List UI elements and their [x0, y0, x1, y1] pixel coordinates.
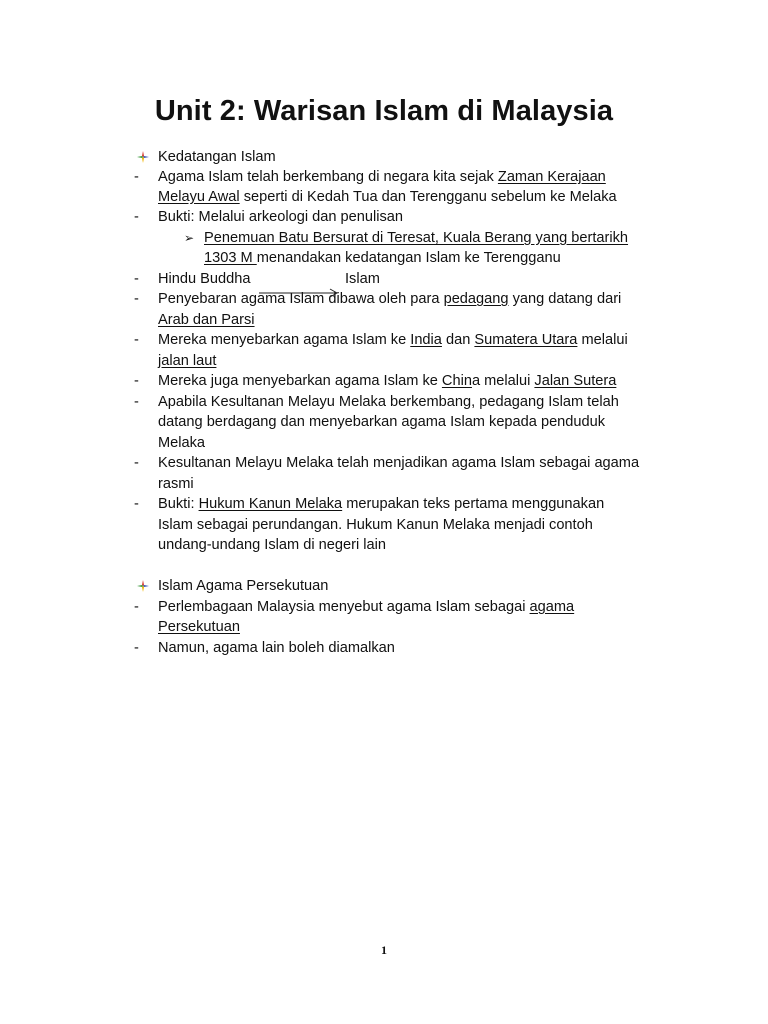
text-run: melalui — [577, 332, 628, 348]
underlined-term: Chin — [441, 373, 472, 389]
text-run: menandakan kedatangan Islam ke Terengganu — [256, 250, 561, 266]
text-run: yang datang dari — [508, 291, 622, 307]
list-item-text: rasmi — [158, 476, 194, 492]
right-arrow-icon — [258, 287, 340, 299]
sub-list-item-text — [204, 228, 664, 248]
document-title: Unit 2: Warisan Islam di Malaysia — [154, 95, 614, 127]
list-item-text: Namun, agama lain boleh diamalkan — [158, 640, 395, 656]
underlined-term: Penemuan Batu Bersurat di Teresat, Kuala Berang yang bertarikh — [204, 230, 629, 246]
list-item-text — [158, 187, 658, 207]
underlined-term: Arab dan Parsi — [158, 312, 255, 328]
islam-label: Islam — [345, 271, 380, 287]
list-item-text: Apabila Kesultanan Melayu Melaka berkembang, pedagang Islam telah — [158, 394, 619, 410]
text-run: a melalui — [471, 373, 535, 389]
underlined-term: Persekutuan — [158, 619, 240, 635]
section-heading-text: Islam Agama Persekutuan — [158, 578, 329, 594]
text-run: Mereka juga menyebarkan agama Islam ke — [158, 373, 442, 389]
section-heading-text: Kedatangan Islam — [158, 149, 276, 165]
dash-marker: - — [134, 169, 139, 185]
text-run: Agama Islam telah berkembang di negara kita sejak — [158, 169, 498, 185]
list-item-text: Kesultanan Melayu Melaka telah menjadikan agama Islam sebagai agama — [158, 455, 640, 471]
list-item-text — [158, 351, 658, 371]
list-item-text: Bukti: Melalui arkeologi dan penulisan — [158, 209, 404, 225]
underlined-term: 1303 M — [204, 250, 257, 266]
list-item-text — [158, 597, 658, 617]
underlined-term: agama — [529, 599, 575, 615]
text-run: merupakan teks pertama menggunakan — [342, 496, 605, 512]
dash-marker: - — [134, 394, 139, 410]
list-item-text — [158, 617, 658, 637]
list-item-text — [158, 371, 658, 391]
underlined-term: Zaman Kerajaan — [497, 169, 606, 185]
underlined-term: Jalan Sutera — [534, 373, 617, 389]
underlined-term: pedagang — [443, 291, 509, 307]
text-run: Penyebaran agama Islam dibawa oleh para — [158, 291, 444, 307]
text-run: Perlembagaan Malaysia menyebut agama Islam sebagai — [158, 599, 530, 615]
underlined-term: Hukum Kanun Melaka — [198, 496, 343, 512]
dash-marker: - — [134, 455, 139, 471]
dash-marker: - — [134, 291, 139, 307]
dash-marker: - — [134, 373, 139, 389]
hindu-buddha-label: Hindu Buddha — [158, 271, 251, 287]
text-run: Mereka menyebarkan agama Islam ke — [158, 332, 411, 348]
dash-marker: - — [134, 640, 139, 656]
list-item-text: datang berdagang dan menyebarkan agama Islam kepada penduduk — [158, 414, 606, 430]
dash-marker: - — [134, 209, 139, 225]
underlined-term: jalan laut — [158, 353, 217, 369]
list-item-text: Islam sebagai perundangan. Hukum Kanun Melaka menjadi contoh — [158, 517, 593, 533]
arrowhead-bullet-icon: ➢ — [184, 231, 195, 245]
underlined-term: Sumatera Utara — [474, 332, 578, 348]
list-item-text — [158, 167, 658, 187]
dash-marker: - — [134, 496, 139, 512]
text-run: seperti di Kedah Tua dan Terengganu sebelum ke Melaka — [239, 189, 617, 205]
underlined-term: India — [410, 332, 442, 348]
page-number: 1 — [381, 943, 387, 957]
list-item-text — [158, 330, 658, 350]
dash-marker: - — [134, 332, 139, 348]
list-item-text: Melaka — [158, 435, 206, 451]
list-item-text — [158, 310, 658, 330]
sub-list-item-text — [204, 248, 664, 268]
list-item-text: undang-undang Islam di negeri lain — [158, 537, 386, 553]
list-item-text — [158, 494, 658, 514]
list-item-text — [158, 289, 658, 309]
four-point-star-bullet-icon — [137, 580, 149, 592]
four-point-star-bullet-icon — [137, 151, 149, 163]
text-run: dan — [441, 332, 475, 348]
dash-marker: - — [134, 599, 139, 615]
underlined-term: Melayu Awal — [158, 189, 240, 205]
dash-marker: - — [134, 271, 139, 287]
text-run: Bukti: — [158, 496, 199, 512]
